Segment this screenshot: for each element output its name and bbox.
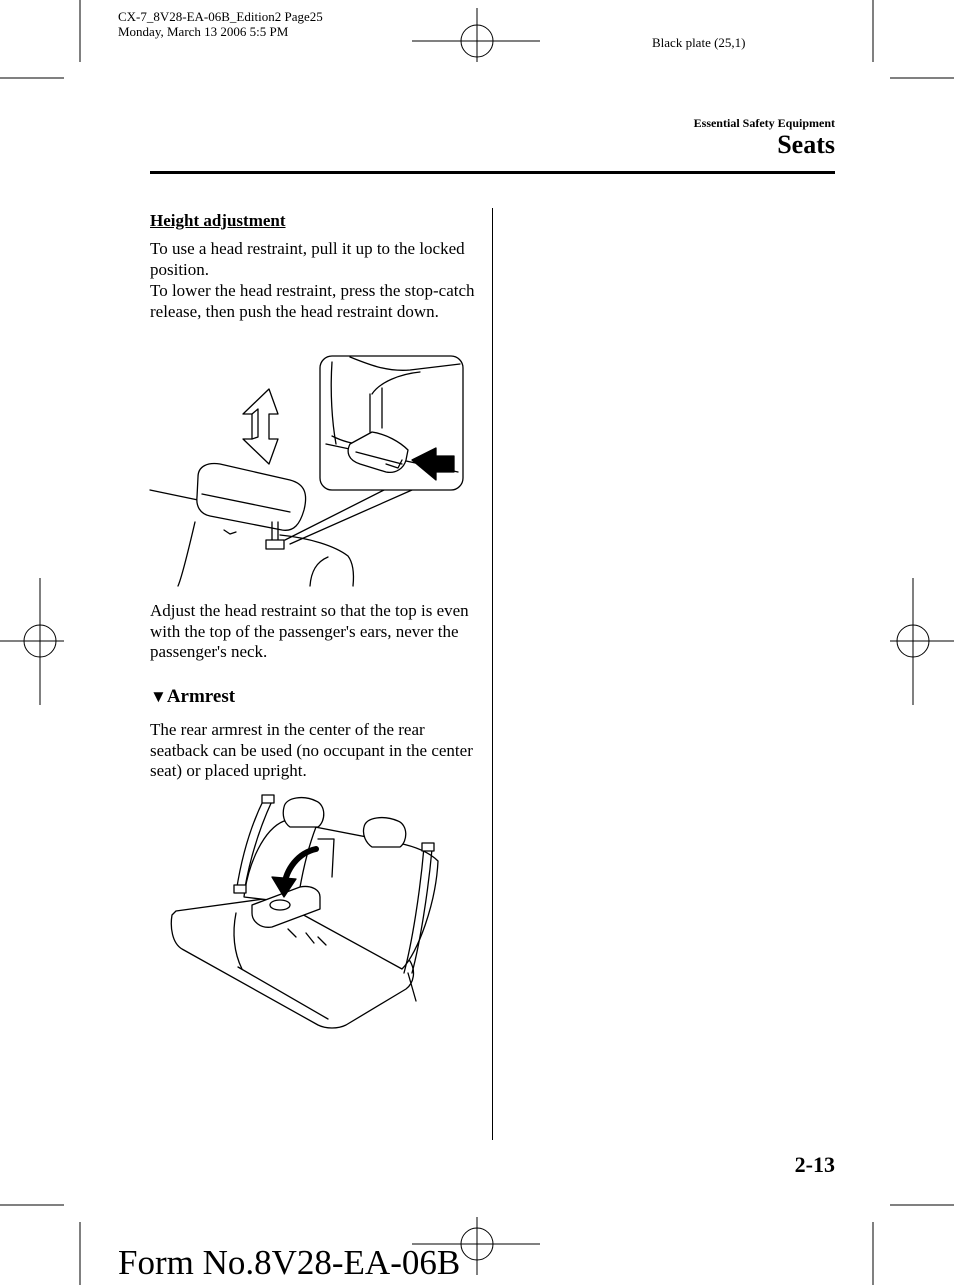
head-restraint-illustration — [150, 352, 480, 592]
height-adjustment-heading: Height adjustment — [150, 211, 286, 230]
height-adjustment-para-1: To use a head restraint, pull it up to the locked position. — [150, 239, 465, 279]
section-title: Seats — [777, 130, 835, 159]
file-name-line: CX-7_8V28-EA-06B_Edition2 Page25 — [118, 9, 323, 24]
page-number: 2-13 — [794, 1152, 835, 1177]
armrest-para: The rear armrest in the center of the rear seatback can be used (no occupant in the center seat) or placed upright. — [150, 720, 473, 781]
rear-seat-armrest-illustration — [168, 793, 458, 1033]
triangle-marker-icon: ▼ — [150, 687, 167, 706]
section-category: Essential Safety Equipment — [693, 116, 835, 130]
height-adjustment-para-3: Adjust the head restraint so that the top is even with the top of the passenger's ears, never the passenger's neck. — [150, 601, 469, 662]
section-rule — [150, 171, 835, 174]
file-date-line: Monday, March 13 2006 5:5 PM — [118, 24, 289, 39]
armrest-heading — [150, 686, 235, 708]
armrest-heading-text: Armrest — [166, 686, 236, 707]
file-info — [118, 9, 323, 39]
height-adjustment-para-2: To lower the head restraint, press the stop-catch release, then push the head restraint down. — [150, 281, 475, 321]
plate-label: Black plate (25,1) — [652, 35, 746, 50]
column-divider — [492, 208, 493, 1140]
form-number: Form No.8V28-EA-06B — [118, 1243, 461, 1282]
